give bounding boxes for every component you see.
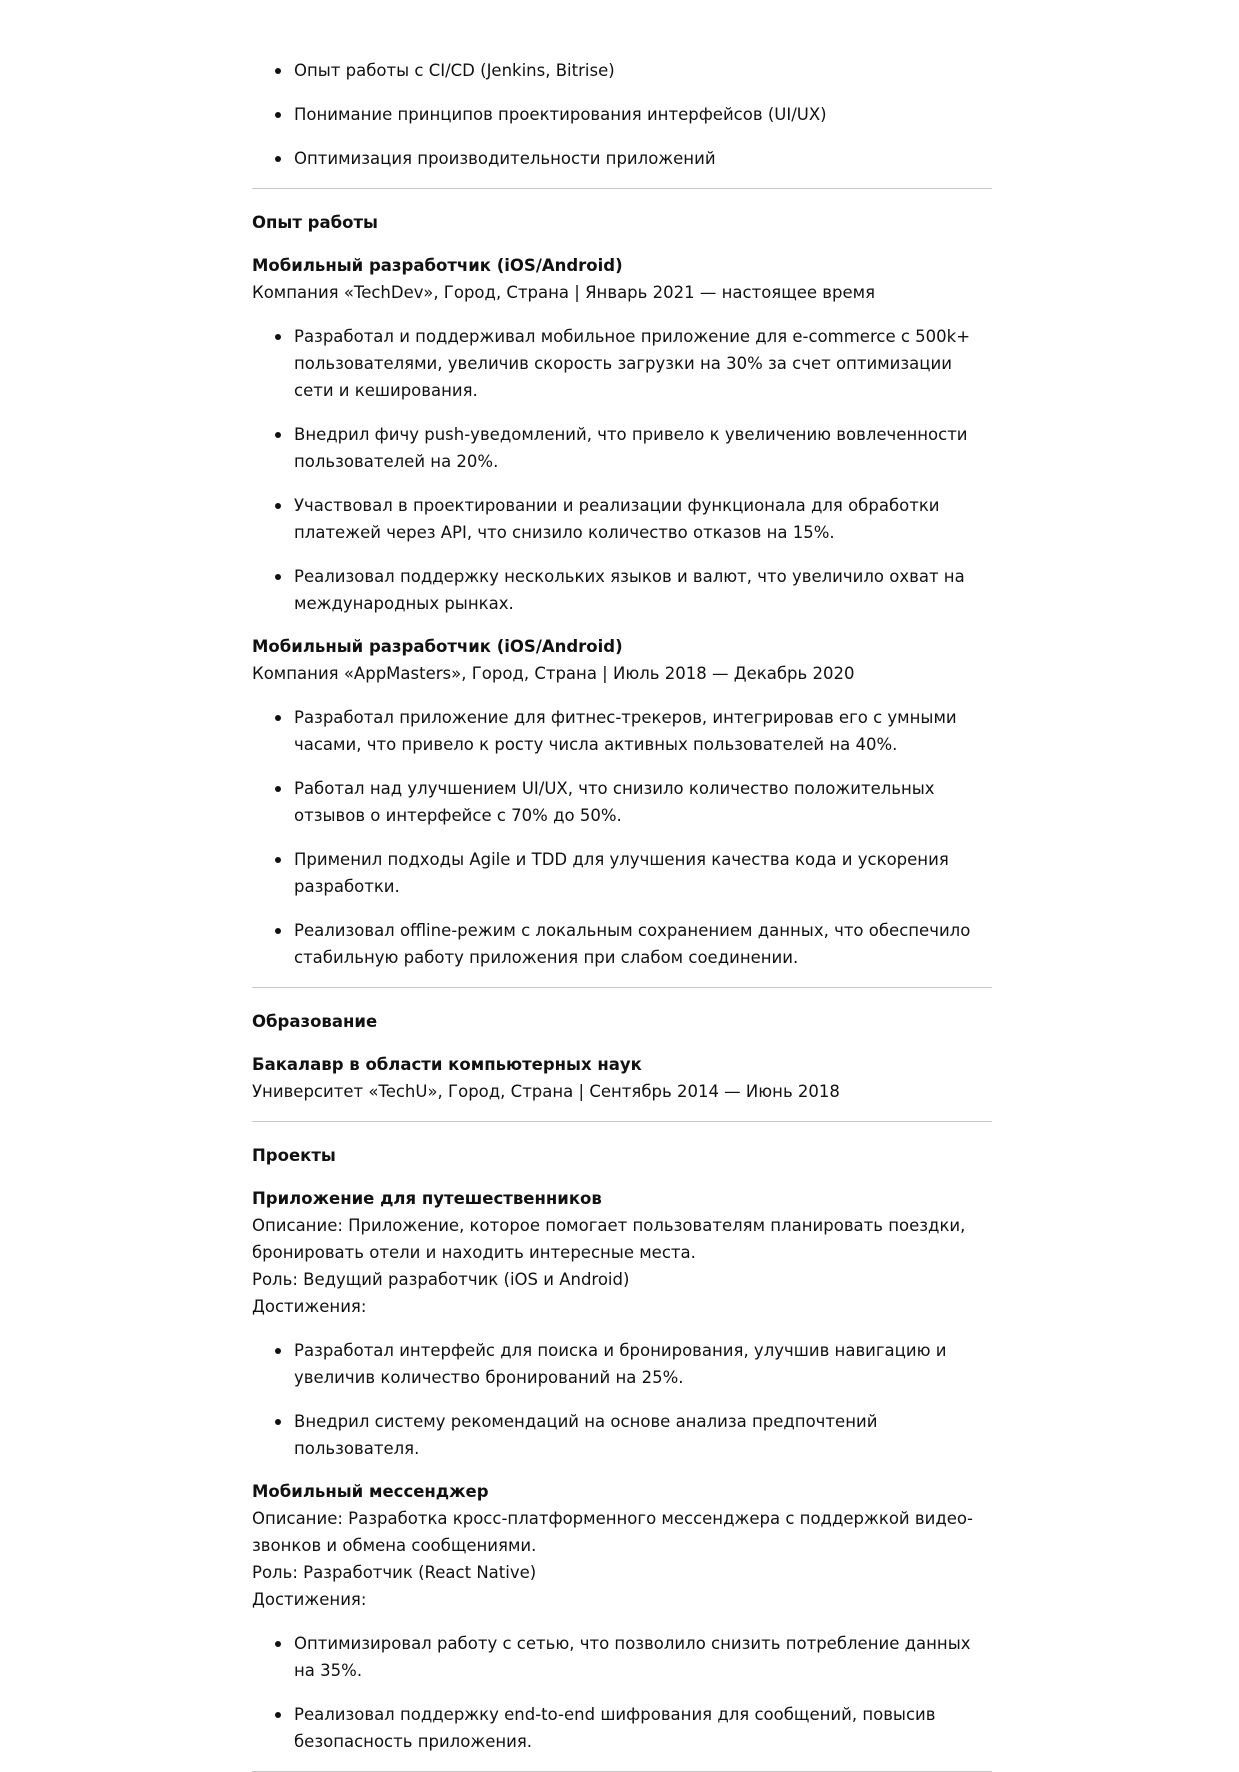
project-achievements-list xyxy=(252,1337,992,1462)
education-meta: Университет «TechU», Город, Страна | Сентябрь 2014 — Июнь 2018 xyxy=(252,1082,840,1101)
section-divider xyxy=(252,1121,992,1122)
section-title-education: Образование xyxy=(252,1012,378,1031)
project-achievements-list xyxy=(252,1630,992,1755)
skills-list xyxy=(252,57,992,172)
job-title: Мобильный разработчик (iOS/Android) xyxy=(252,637,623,656)
list-item: Разработал приложение для фитнес-трекеров, интегрировав его с умными часами, что привело к росту числа активных пользователей на 40%. xyxy=(252,704,992,758)
project-achievements-label: Достижения: xyxy=(252,1590,367,1609)
list-item: Реализовал offline-режим с локальным сохранением данных, что обеспечило стабильную работу приложения при слабом соединении. xyxy=(252,917,992,971)
resume-content xyxy=(252,57,992,1772)
section-title-projects: Проекты xyxy=(252,1146,336,1165)
project-role: Роль: Разработчик (React Native) xyxy=(252,1563,537,1582)
list-item: Внедрил фичу push-уведомлений, что привело к увеличению вовлеченности пользователей на 20%. xyxy=(252,421,992,475)
list-item: Применил подходы Agile и TDD для улучшения качества кода и ускорения разработки. xyxy=(252,846,992,900)
list-item: Реализовал поддержку end-to-end шифрования для сообщений, повысив безопасность приложения. xyxy=(252,1701,992,1755)
project-title: Мобильный мессенджер xyxy=(252,1482,489,1501)
list-item: Разработал интерфейс для поиска и бронирования, улучшив навигацию и увеличив количество бронирований на 25%. xyxy=(252,1337,992,1391)
list-item: Разработал и поддерживал мобильное приложение для e-commerce с 500k+ пользователями, увеличив скорость загрузки на 30% за счет оптимизации сети и кеширования. xyxy=(252,323,992,404)
section-divider xyxy=(252,987,992,988)
list-item: Оптимизировал работу с сетью, что позволило снизить потребление данных на 35%. xyxy=(252,1630,992,1684)
list-item: Внедрил систему рекомендаций на основе анализа предпочтений пользователя. xyxy=(252,1408,992,1462)
list-item: Участвовал в проектировании и реализации функционала для обработки платежей через API, что снизило количество отказов на 15%. xyxy=(252,492,992,546)
job-meta: Компания «TechDev», Город, Страна | Январь 2021 — настоящее время xyxy=(252,283,876,302)
job-meta: Компания «AppMasters», Город, Страна | Июль 2018 — Декабрь 2020 xyxy=(252,664,855,683)
list-item: Оптимизация производительности приложений xyxy=(252,145,992,172)
list-item: Работал над улучшением UI/UX, что снизило количество положительных отзывов о интерфейсе с 70% до 50%. xyxy=(252,775,992,829)
degree-title: Бакалавр в области компьютерных наук xyxy=(252,1055,642,1074)
project-role: Роль: Ведущий разработчик (iOS и Android) xyxy=(252,1270,630,1289)
section-title-experience: Опыт работы xyxy=(252,213,378,232)
list-item: Опыт работы с CI/CD (Jenkins, Bitrise) xyxy=(252,57,992,84)
project-title: Приложение для путешественников xyxy=(252,1189,602,1208)
project-description: Описание: Приложение, которое помогает пользователям планировать поездки, бронировать отели и находить интересные места. xyxy=(252,1216,966,1262)
job-title: Мобильный разработчик (iOS/Android) xyxy=(252,256,623,275)
job-achievements-list xyxy=(252,704,992,971)
job-achievements-list xyxy=(252,323,992,617)
project-achievements-label: Достижения: xyxy=(252,1297,367,1316)
project-description: Описание: Разработка кросс-платформенного мессенджера с поддержкой видео-звонков и обмена сообщениями. xyxy=(252,1509,973,1555)
list-item: Реализовал поддержку нескольких языков и валют, что увеличило охват на международных рынках. xyxy=(252,563,992,617)
section-divider xyxy=(252,188,992,189)
list-item: Понимание принципов проектирования интерфейсов (UI/UX) xyxy=(252,101,992,128)
